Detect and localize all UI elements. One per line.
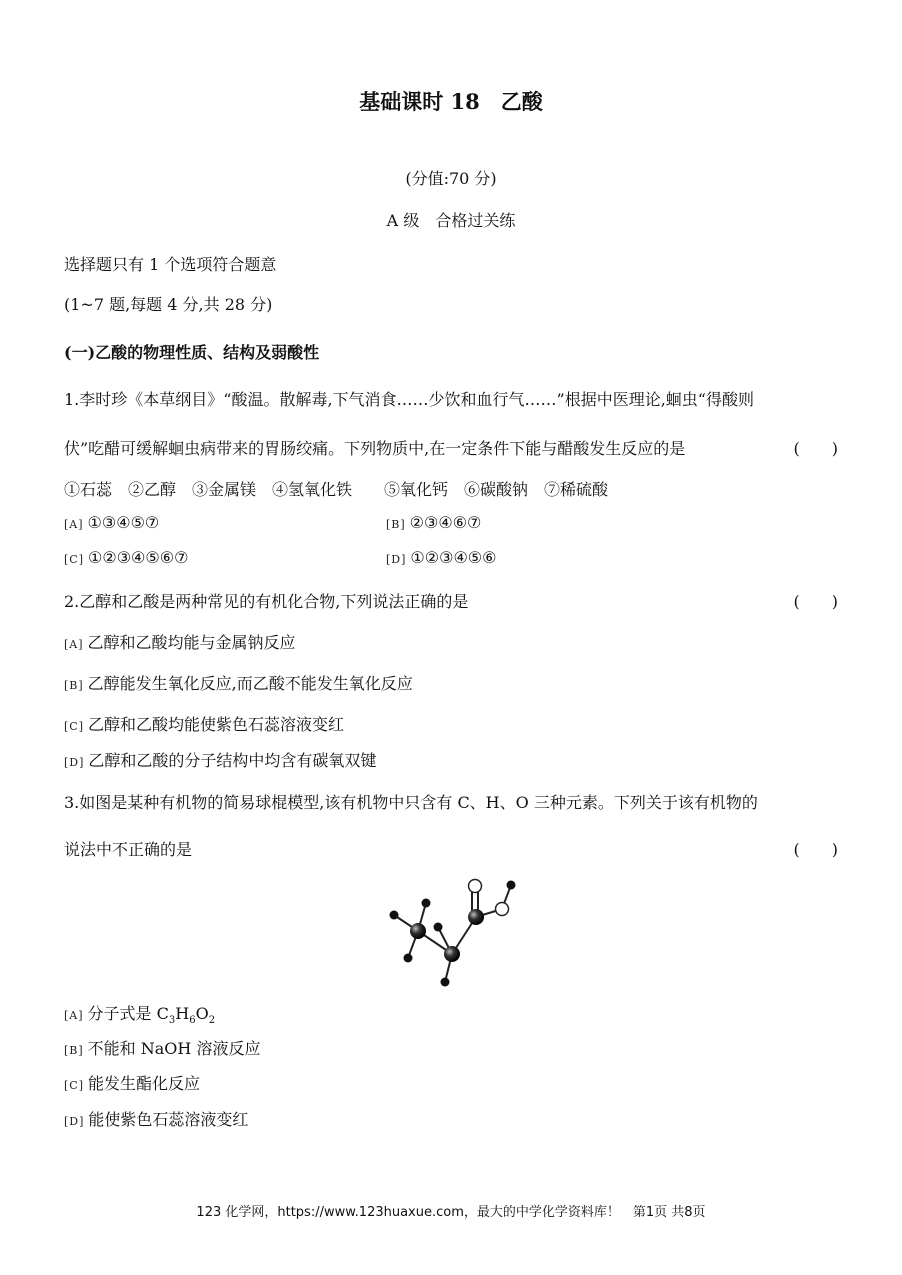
q1-option-b[interactable] — [386, 513, 481, 532]
hydrogen-atom — [422, 899, 431, 908]
hydrogen-atom — [507, 881, 516, 890]
q1-substances: ①石蕊 ②乙醇 ③金属镁 ④氢氧化铁 ⑤氧化钙 ⑥碳酸钠 ⑦稀硫酸 — [64, 480, 609, 499]
section-heading: (一)乙酸的物理性质、结构及弱酸性 — [64, 343, 320, 362]
q3-option-d[interactable] — [64, 1107, 248, 1130]
q1-option-a[interactable] — [64, 513, 159, 532]
q1-option-d[interactable] — [386, 548, 496, 567]
page-title: 基础课时 18 乙酸 — [359, 89, 543, 114]
level-heading: A 级 合格过关练 — [386, 211, 516, 230]
hydrogen-atom — [441, 978, 450, 987]
option-letter: [C] — [64, 720, 84, 733]
option-letter: [B] — [386, 518, 406, 531]
option-letter: [D] — [386, 553, 407, 566]
option-text: ①②③④⑤⑥⑦ — [88, 548, 189, 567]
formula-element: H — [175, 1004, 190, 1023]
q1-stem-line2: 伏”吃醋可缓解蛔虫病带来的胃肠绞痛。下列物质中,在一定条件下能与醋酸发生反应的是 — [64, 439, 686, 458]
option-text: 乙醇和乙酸均能使紫色石蕊溶液变红 — [88, 715, 345, 734]
option-text: 分子式是 C — [87, 1004, 169, 1023]
subscript: 3 — [168, 1015, 176, 1027]
option-text: 乙醇和乙酸均能与金属钠反应 — [87, 633, 296, 652]
hydrogen-atom — [404, 954, 413, 963]
q2-stem: 2.乙醇和乙酸是两种常见的有机化合物,下列说法正确的是 — [64, 592, 469, 611]
hydrogen-atom — [390, 911, 399, 920]
q1-option-c[interactable] — [64, 548, 188, 567]
hydrogen-atom — [434, 923, 443, 932]
score-range: (1~7 题,每题 4 分,共 28 分) — [64, 295, 273, 314]
option-text: ②③④⑥⑦ — [409, 513, 482, 532]
formula-element: O — [195, 1004, 209, 1023]
oxygen-atom — [496, 903, 509, 916]
q2-option-a[interactable] — [64, 630, 296, 653]
option-letter: [C] — [64, 1079, 84, 1092]
option-letter: [A] — [64, 638, 84, 651]
q3-stem-line2: 说法中不正确的是 — [64, 840, 193, 859]
instruction: 选择题只有 1 个选项符合题意 — [64, 255, 277, 274]
ball-and-stick-model — [380, 872, 530, 992]
q2-option-c[interactable] — [64, 712, 344, 735]
option-letter: [B] — [64, 679, 84, 692]
score-note: (分值:70 分) — [405, 169, 497, 188]
q3-option-a[interactable] — [64, 1001, 215, 1026]
q3-option-c[interactable] — [64, 1071, 200, 1094]
option-text: ①③④⑤⑦ — [87, 513, 160, 532]
q3-stem-line1: 3.如图是某种有机物的简易球棍模型,该有机物中只含有 C、H、O 三种元素。下列关于该有机物的 — [64, 793, 758, 812]
q3-answer-paren: ( ) — [793, 840, 838, 859]
q2-option-d[interactable] — [64, 748, 376, 771]
q2-answer-paren: ( ) — [793, 592, 838, 611]
q1-stem-line1: 1.李时珍《本草纲目》“酸温。散解毒,下气消食……少饮和血行气……”根据中医理论,蛔虫“得酸则 — [64, 390, 754, 409]
option-text: 不能和 NaOH 溶液反应 — [87, 1039, 261, 1058]
option-letter: [A] — [64, 518, 84, 531]
option-text: 乙醇和乙酸的分子结构中均含有碳氧双键 — [88, 751, 377, 770]
option-letter: [B] — [64, 1044, 84, 1057]
subscript: 6 — [189, 1015, 196, 1027]
q1-answer-paren: ( ) — [793, 439, 838, 458]
q3-option-b[interactable] — [64, 1036, 260, 1059]
option-text: 乙醇能发生氧化反应,而乙酸不能发生氧化反应 — [87, 674, 413, 693]
page-footer: 123 化学网，https://www.123huaxue.com，最大的中学化学资料库！ 第1页 共8页 — [196, 1205, 706, 1220]
oxygen-atom — [469, 880, 482, 893]
atoms — [390, 880, 516, 987]
subscript: 2 — [208, 1015, 216, 1027]
carbon-atom — [410, 923, 426, 939]
option-letter: [A] — [64, 1009, 84, 1022]
option-text: 能发生酯化反应 — [88, 1074, 201, 1093]
carbon-atom — [468, 909, 484, 925]
carbon-atom — [444, 946, 460, 962]
q2-option-b[interactable] — [64, 671, 413, 694]
option-letter: [C] — [64, 553, 84, 566]
option-text: 能使紫色石蕊溶液变红 — [88, 1110, 249, 1129]
option-letter: [D] — [64, 1115, 85, 1128]
option-text: ①②③④⑤⑥ — [410, 548, 497, 567]
option-letter: [D] — [64, 756, 85, 769]
